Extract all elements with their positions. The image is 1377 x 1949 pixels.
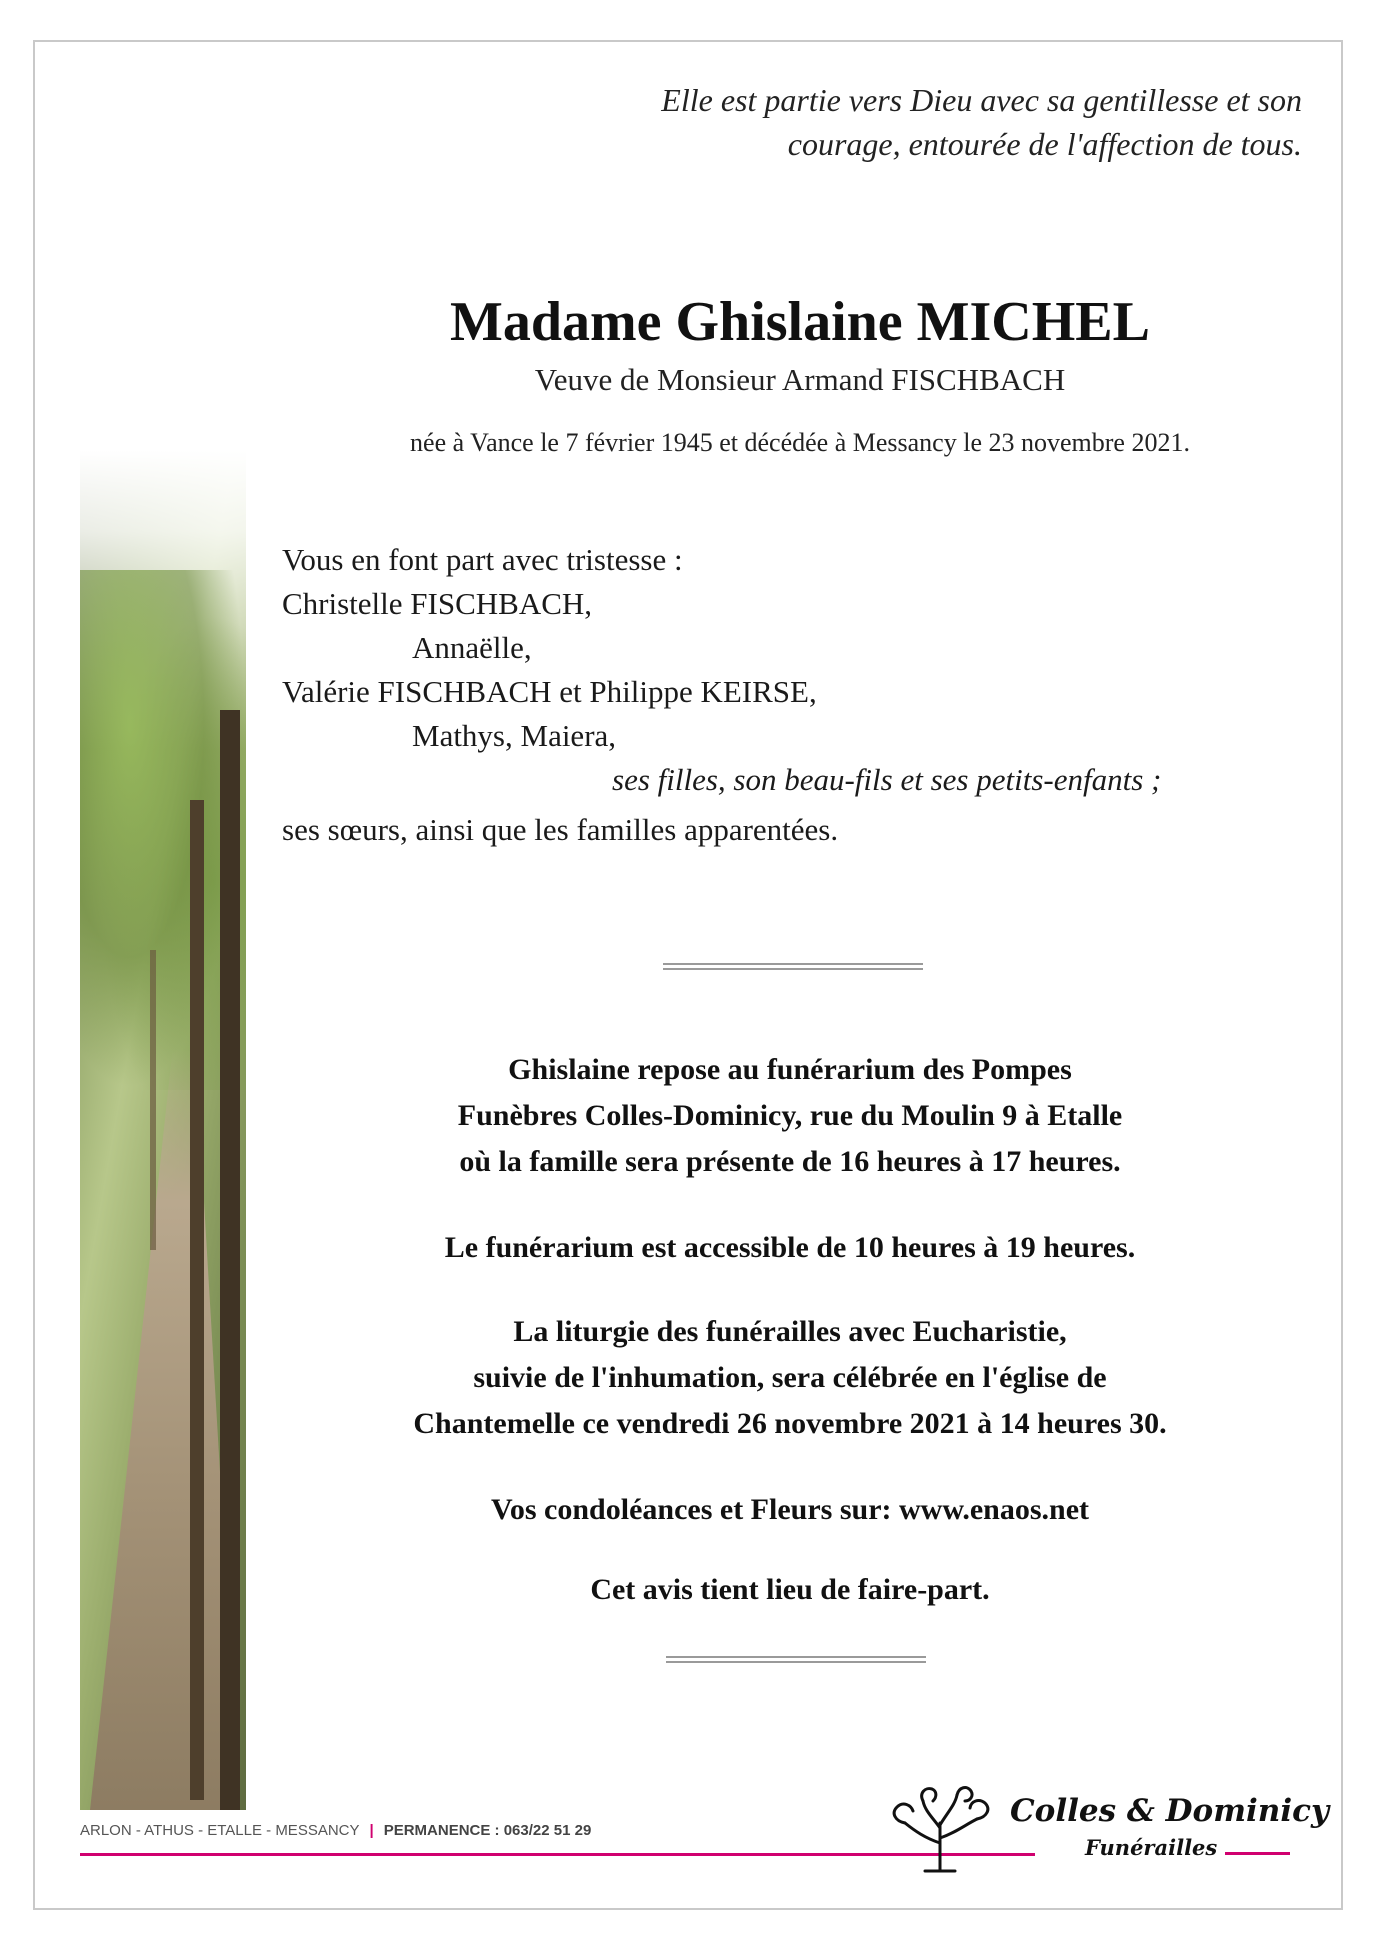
deceased-name: Madame Ghislaine MICHEL	[449, 291, 1151, 353]
divider	[663, 963, 923, 970]
brand-logo	[885, 1783, 1329, 1873]
repose-line: Ghislaine repose au funérarium des Pompes	[508, 1053, 1072, 1086]
tree-icon	[885, 1783, 995, 1873]
brand-title: Colles & Dominicy	[1010, 1793, 1329, 1829]
motto-line: courage, entourée de l'affection de tous.	[787, 126, 1302, 162]
family-intro: Vous en font part avec tristesse :	[282, 542, 683, 577]
repose-info	[290, 1047, 1290, 1185]
liturgy-line: suivie de l'inhumation, sera célébrée en l'église de	[473, 1361, 1107, 1394]
family-member: Annaëlle,	[412, 630, 532, 665]
family-member: Mathys, Maiera,	[412, 718, 617, 753]
repose-line: où la famille sera présente de 16 heures à 17 heures.	[459, 1145, 1121, 1178]
footer-locations: ARLON - ATHUS - ETALLE - MESSANCY	[80, 1822, 360, 1839]
widow-line: Veuve de Monsieur Armand FISCHBACH	[534, 362, 1066, 397]
family-relation: ses filles, son beau-fils et ses petits-enfants ;	[612, 762, 1162, 797]
condolences-info: Vos condoléances et Fleurs sur: www.enaos.net	[490, 1493, 1090, 1526]
photo-path	[90, 1050, 240, 1810]
motto-quote	[402, 78, 1302, 166]
birth-death-dates: née à Vance le 7 février 1945 et décédée à Messancy le 23 novembre 2021.	[410, 428, 1190, 457]
family-member: Valérie FISCHBACH et Philippe KEIRSE,	[282, 674, 817, 709]
photo-trunk	[190, 800, 204, 1800]
divider	[666, 1656, 926, 1663]
liturgy-line: La liturgie des funérailles avec Eucharistie,	[513, 1315, 1067, 1348]
family-member: Christelle FISCHBACH,	[282, 586, 593, 621]
footer-separator: |	[369, 1822, 374, 1839]
access-hours: Le funérarium est accessible de 10 heures à 19 heures.	[444, 1231, 1136, 1264]
photo-trunk	[220, 710, 240, 1810]
notice-info: Cet avis tient lieu de faire-part.	[590, 1573, 990, 1606]
liturgy-line: Chantemelle ce vendredi 26 novembre 2021 à 14 heures 30.	[413, 1407, 1167, 1440]
footer-contact	[80, 1822, 591, 1839]
repose-line: Funèbres Colles-Dominicy, rue du Moulin 9 à Etalle	[457, 1099, 1123, 1132]
brand-subtitle: Funérailles	[1085, 1835, 1218, 1860]
motto-line: Elle est partie vers Dieu avec sa gentillesse et son	[661, 82, 1302, 118]
family-others: ses sœurs, ainsi que les familles apparentées.	[282, 812, 839, 847]
forest-path-photo	[80, 450, 246, 1810]
liturgy-info	[290, 1309, 1290, 1447]
photo-trunk	[150, 950, 156, 1250]
footer-permanence: PERMANENCE : 063/22 51 29	[383, 1822, 592, 1839]
family-announcement	[282, 538, 1282, 852]
brand-accent-line	[1225, 1852, 1290, 1855]
